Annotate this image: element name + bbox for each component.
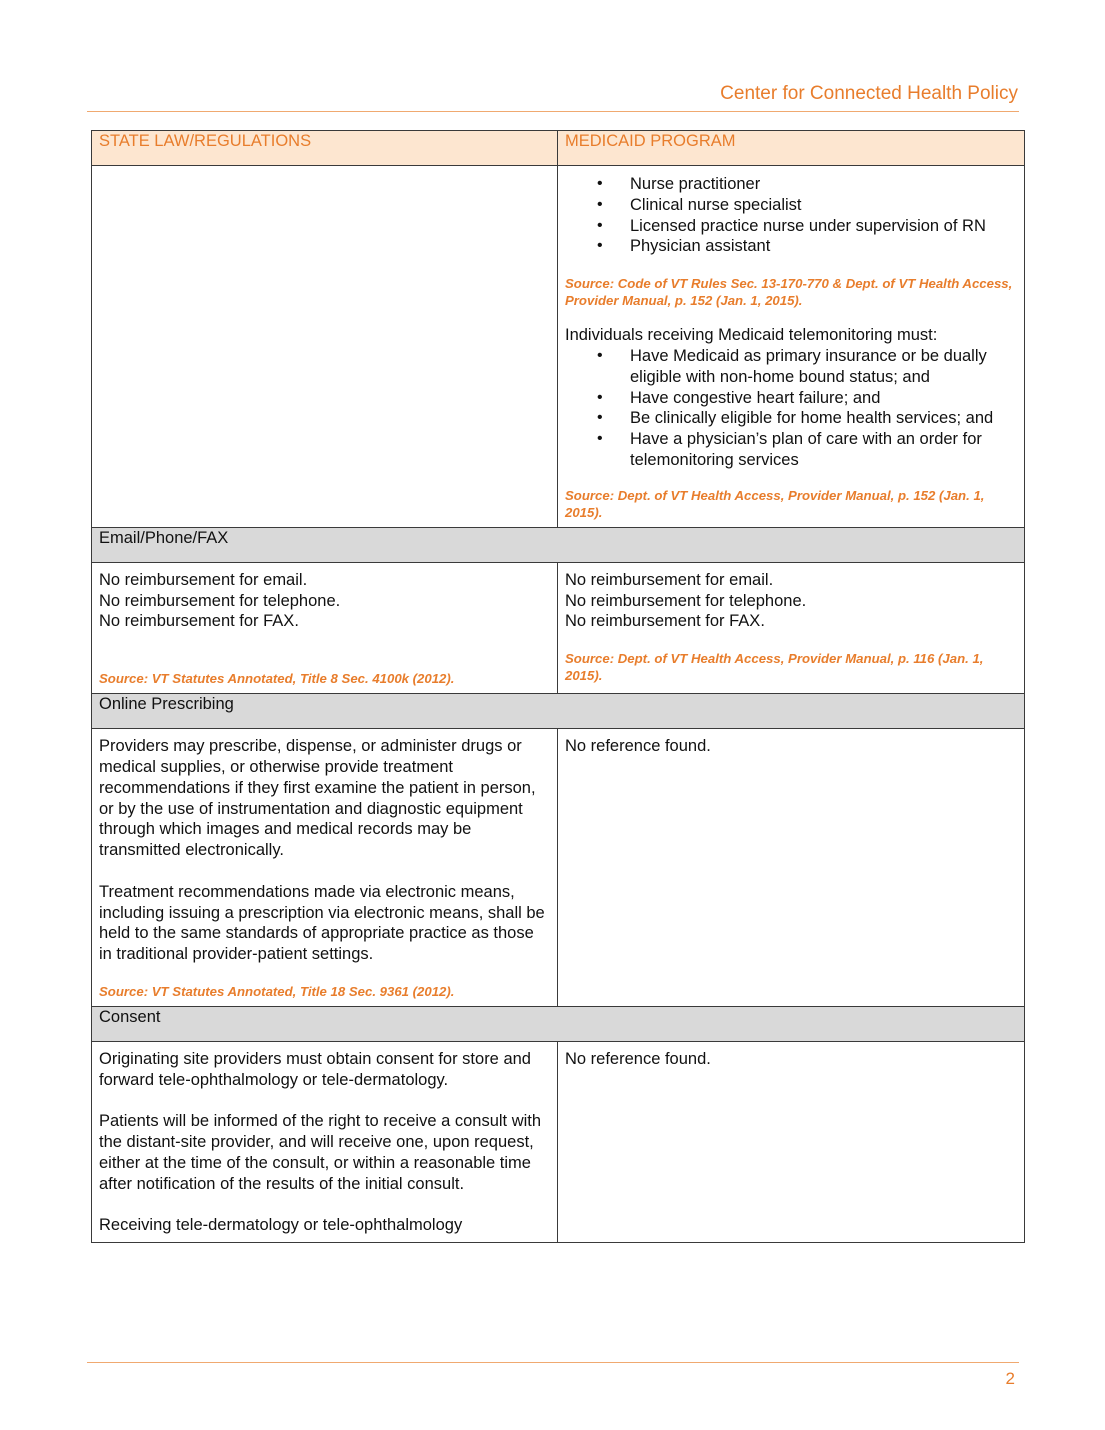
page-number: 2	[1005, 1369, 1015, 1388]
section-title-email-phone-fax: Email/Phone/FAX	[92, 527, 1025, 562]
list-item: • Nurse practitioner	[597, 175, 761, 193]
table-header-row	[92, 131, 1025, 166]
table-row-consent	[92, 1041, 1025, 1242]
eligibility-list	[565, 346, 1017, 471]
medicaid-cell: No reference found.	[558, 1041, 1025, 1242]
list-item: • Physician assistant	[597, 237, 771, 256]
bullet-icon: •	[597, 430, 603, 448]
column-header-state-law: STATE LAW/REGULATIONS	[92, 131, 558, 166]
bullet-icon: •	[597, 346, 603, 364]
state-law-cell: No reimbursement for email. No reimbursement for telephone. No reimbursement for FAX. Source: VT Statutes Annotated, Title 8 Sec. 4100k (2012).	[92, 562, 558, 693]
bullet-icon: •	[597, 195, 603, 213]
section-header-row	[92, 1006, 1025, 1041]
bullet-icon: •	[597, 237, 603, 255]
table-row-online-prescribing	[92, 729, 1025, 1007]
provider-list	[565, 174, 1017, 257]
header-divider	[87, 111, 1019, 112]
table-row-continuation	[92, 166, 1025, 528]
medicaid-cell: No reimbursement for email. No reimbursement for telephone. No reimbursement for FAX. Source: Dept. of VT Health Access, Provider Manual, p. 116 (Jan. 1, 2015).	[558, 562, 1025, 693]
footer-divider	[87, 1362, 1019, 1363]
list-item: • Be clinically eligible for home health services; and	[597, 409, 994, 428]
document-header-title: Center for Connected Health Policy	[720, 83, 1018, 104]
state-law-cell-empty	[92, 166, 558, 528]
bullet-icon: •	[597, 409, 603, 427]
source-citation: Source: Dept. of VT Health Access, Provider Manual, p. 116 (Jan. 1, 2015).	[565, 651, 984, 684]
section-header-row	[92, 694, 1025, 729]
source-citation: Source: VT Statutes Annotated, Title 18 Sec. 9361 (2012).	[99, 983, 455, 999]
state-law-cell: Providers may prescribe, dispense, or administer drugs or medical supplies, or otherwise provide treatment recommendations if they first examine the patient in person, or by the use of instrumentation and diagnostic equipment through which images and medical records may be transmitted electronically. Treatment recommendations made via electronic means, including issuing a prescription via electronic means, shall be held to the same standards of appropriate practice as those in traditional provider-patient settings. Source: VT Statutes Annotated, Title 18 Sec. 9361 (2012).	[92, 729, 558, 1007]
list-item: • Licensed practice nurse under supervision of RN	[597, 216, 986, 235]
bullet-icon: •	[597, 216, 603, 234]
section-title-consent: Consent	[92, 1006, 1025, 1041]
column-header-medicaid: MEDICAID PROGRAM	[558, 131, 1025, 166]
bullet-icon: •	[597, 388, 603, 406]
source-citation: Source: Dept. of VT Health Access, Provider Manual, p. 152 (Jan. 1, 2015).	[565, 487, 985, 520]
medicaid-cell: No reference found.	[558, 729, 1025, 1007]
list-item: • Have Medicaid as primary insurance or be dually eligible with non-home bound status; and	[597, 346, 987, 386]
source-citation: Source: VT Statutes Annotated, Title 8 Sec. 4100k (2012).	[99, 671, 455, 687]
state-law-cell: Originating site providers must obtain consent for store and forward tele-ophthalmology or tele-dermatology. Patients will be informed of the right to receive a consult with the distant-site provider, and will receive one, upon request, either at the time of the consult, or within a reasonable time after notification of the results of the initial consult. Receiving tele-dermatology or tele-ophthalmology	[92, 1041, 558, 1242]
eligibility-intro: Individuals receiving Medicaid telemonitoring must:	[565, 326, 938, 345]
list-item: • Clinical nurse specialist	[597, 195, 802, 214]
bullet-icon: •	[597, 175, 603, 192]
medicaid-cell-telemonitoring	[558, 166, 1025, 528]
section-title-online-prescribing: Online Prescribing	[92, 694, 1025, 729]
list-item: • Have congestive heart failure; and	[597, 388, 881, 407]
policy-comparison-table	[91, 130, 1025, 1243]
source-citation: Source: Code of VT Rules Sec. 13-170-770 & Dept. of VT Health Access, Provider Manual, p. 152 (Jan. 1, 2015).	[565, 276, 1013, 309]
section-header-row	[92, 527, 1025, 562]
table-row-email-phone-fax	[92, 562, 1025, 693]
list-item: • Have a physician’s plan of care with an order for telemonitoring services	[597, 430, 982, 469]
